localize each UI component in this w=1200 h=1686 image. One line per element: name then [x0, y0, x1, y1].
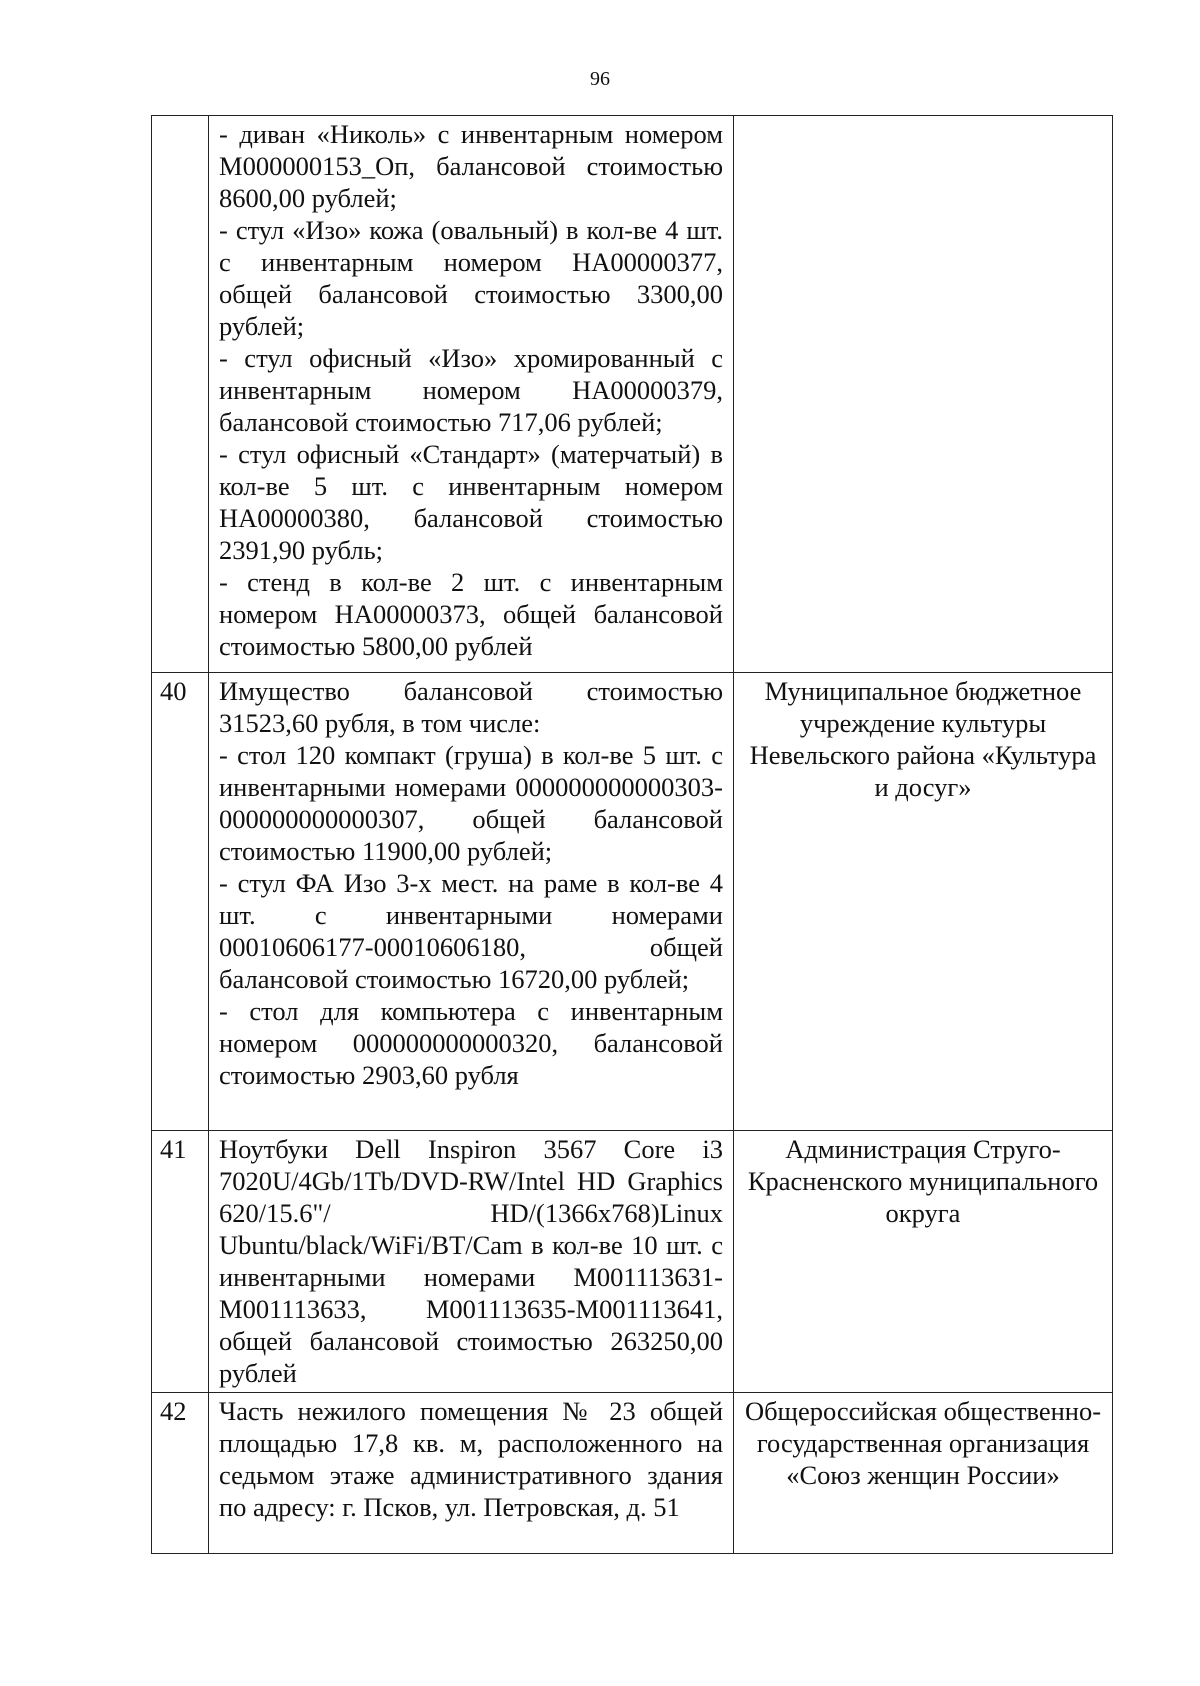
recipient-cell: Администрация Струго-Красненского муниципального округа: [734, 1131, 1113, 1393]
description-item: Ноутбуки Dell Inspiron 3567 Core i3 7020U/4Gb/1Tb/DVD-RW/Intel HD Graphics 620/15.6"/ HD/(1366x768)Linux Ubuntu/black/WiFi/BT/Cam в кол-ве 10 шт. с инвентарными номерами M001113631-M001113633, M001113635-M001113641, общей балансовой стоимостью 263250,00 рублей: [219, 1134, 723, 1388]
description-item: - стул офисный «Изо» хромированный с инвентарным номером НА00000379, балансовой стоимостью 717,06 рублей;: [219, 343, 723, 437]
recipient-cell: [734, 116, 1113, 673]
table-row: [152, 116, 1113, 673]
row-number-cell: 42: [152, 1393, 209, 1554]
row-number-cell: 40: [152, 673, 209, 1131]
description-item: Часть нежилого помещения № 23 общей площадью 17,8 кв. м, расположенного на седьмом этаже административного здания по адресу: г. Псков, ул. Петровская, д. 51: [219, 1396, 723, 1522]
page-number: 96: [590, 68, 610, 90]
description-item: - стол для компьютера с инвентарным номером 000000000000320, балансовой стоимостью 2903,60 рубля: [219, 996, 723, 1090]
description-cell: [209, 116, 734, 673]
description-cell: [209, 673, 734, 1131]
description-cell: [209, 1131, 734, 1393]
row-number-cell: [152, 116, 209, 673]
description-item: - стул ФА Изо 3-х мест. на раме в кол-ве 4 шт. с инвентарными номерами 00010606177-00010606180, общей балансовой стоимостью 16720,00 рублей;: [219, 868, 723, 994]
recipient-cell: Общероссийская общественно-государственная организация «Союз женщин России»: [734, 1393, 1113, 1554]
description-item: - стенд в кол-ве 2 шт. с инвентарным номером НА00000373, общей балансовой стоимостью 5800,00 рублей: [219, 567, 723, 661]
description-cell: [209, 1393, 734, 1554]
description-item: - стул офисный «Стандарт» (матерчатый) в кол-ве 5 шт. с инвентарным номером НА00000380, балансовой стоимостью 2391,90 рубль;: [219, 439, 723, 565]
description-item: - стул «Изо» кожа (овальный) в кол-ве 4 шт. с инвентарным номером НА00000377, общей балансовой стоимостью 3300,00 рублей;: [219, 215, 723, 341]
recipient-cell: Муниципальное бюджетное учреждение культуры Невельского района «Культура и досуг»: [734, 673, 1113, 1131]
description-item: - стол 120 компакт (груша) в кол-ве 5 шт. с инвентарными номерами 000000000000303-000000000000307, общей балансовой стоимостью 11900,00 рублей;: [219, 740, 723, 866]
table-row: [152, 673, 1113, 1131]
row-number-cell: 41: [152, 1131, 209, 1393]
table-row: [152, 1393, 1113, 1554]
description-item: - диван «Николь» с инвентарным номером М000000153_Оп, балансовой стоимостью 8600,00 рублей;: [219, 119, 723, 213]
table-row: [152, 1131, 1113, 1393]
property-table: [151, 115, 1113, 1554]
description-item: Имущество балансовой стоимостью 31523,60 рубля, в том числе:: [219, 676, 723, 738]
